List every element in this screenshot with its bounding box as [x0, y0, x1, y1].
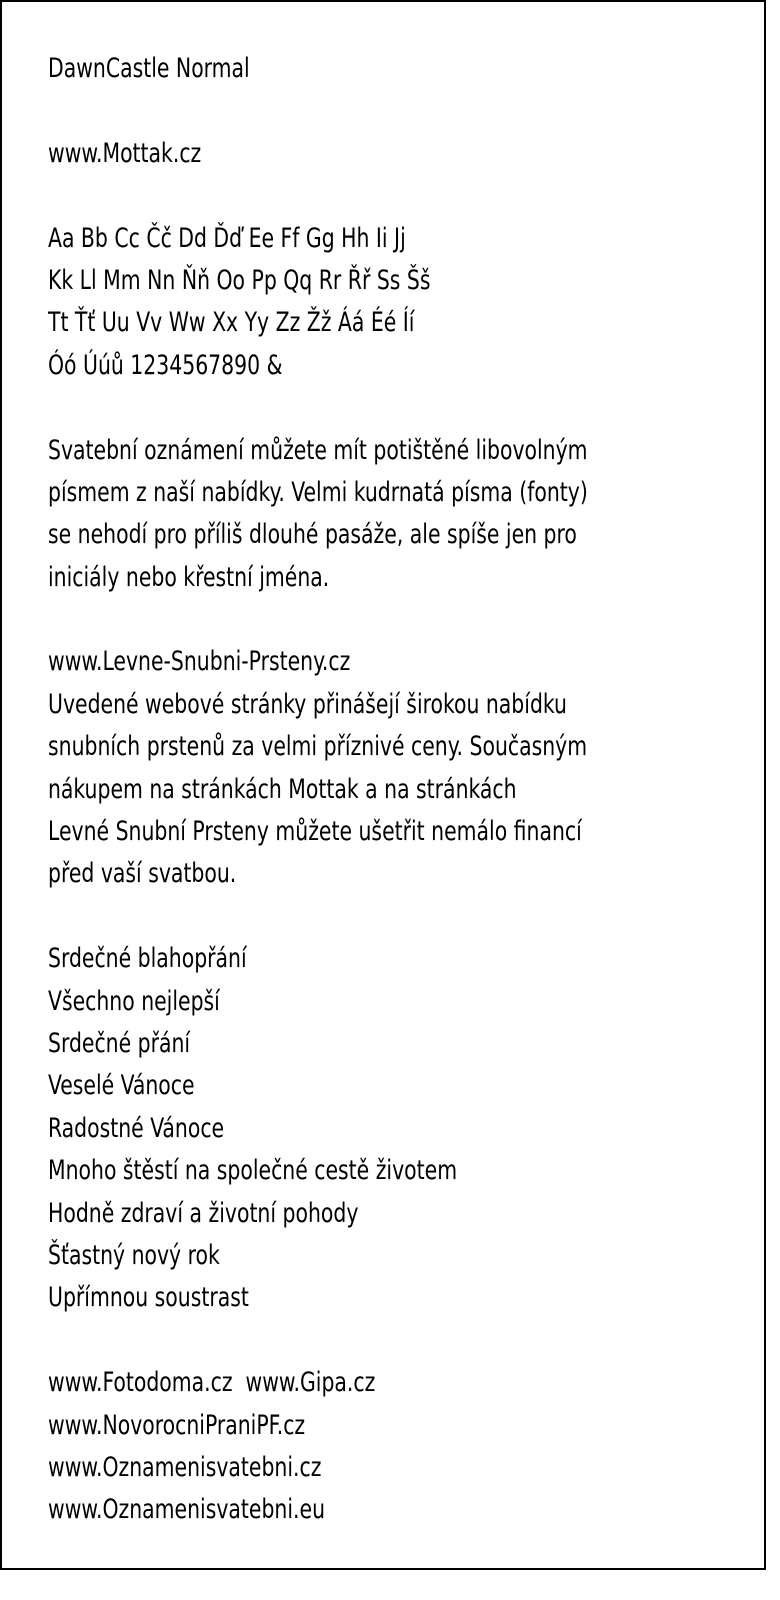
- specimen-content: [48, 48, 748, 1532]
- paragraph2-link: www.Levne-Snubni-Prsteny.cz: [48, 646, 351, 678]
- paragraph1-line: Svatební oznámení můžete mít potištěné libovolným: [48, 434, 588, 466]
- spacer: [48, 175, 748, 217]
- link-line: www.NovorocniPraniPF.cz: [48, 1409, 306, 1441]
- paragraph1-line: iniciály nebo křestní jména.: [48, 561, 330, 593]
- link-line: www.Oznamenisvatebni.eu: [48, 1494, 326, 1526]
- greeting-line: Hodně zdraví a životní pohody: [48, 1197, 359, 1229]
- spacer: [48, 1320, 748, 1362]
- alphabet-line: Kk Ll Mm Nn Ňň Oo Pp Qq Rr Řř Ss Šš: [48, 264, 431, 296]
- paragraph2-line: Levné Snubní Prsteny můžete ušetřit nemálo financí: [48, 816, 582, 848]
- greeting-line: Radostné Vánoce: [48, 1112, 225, 1144]
- paragraph1-line: se nehodí pro příliš dlouhé pasáže, ale spíše jen pro: [48, 519, 577, 551]
- paragraph2-line: před vaší svatbou.: [48, 858, 237, 890]
- spacer: [48, 90, 748, 132]
- alphabet-line: Óó Úúů 1234567890 &: [48, 349, 283, 381]
- greeting-line: Šťastný nový rok: [48, 1239, 220, 1271]
- spacer: [48, 599, 748, 641]
- spacer: [48, 387, 748, 429]
- link-line: www.Fotodoma.cz www.Gipa.cz: [48, 1367, 376, 1399]
- link-line: www.Oznamenisvatebni.cz: [48, 1451, 322, 1483]
- greeting-line: Mnoho štěstí na společné cestě životem: [48, 1155, 458, 1187]
- greeting-line: Všechno nejlepší: [48, 985, 220, 1017]
- font-name-heading: DawnCastle Normal: [48, 53, 250, 84]
- greeting-line: Upřímnou soustrast: [48, 1282, 249, 1314]
- site-link: www.Mottak.cz: [48, 137, 202, 169]
- paragraph2-line: Uvedené webové stránky přinášejí širokou nabídku: [48, 688, 567, 720]
- paragraph2-line: snubních prstenů za velmi příznivé ceny. Současným: [48, 731, 588, 763]
- paragraph2-line: nákupem na stránkách Mottak a na stránkách: [48, 773, 517, 805]
- greeting-line: Srdečné přání: [48, 1027, 191, 1059]
- greeting-line: Veselé Vánoce: [48, 1070, 195, 1102]
- spacer: [48, 896, 748, 938]
- paragraph1-line: písmem z naší nabídky. Velmi kudrnatá písma (fonty): [48, 476, 588, 508]
- alphabet-line: Tt Ťť Uu Vv Ww Xx Yy Zz Žž Áá Éé Íí: [48, 307, 415, 339]
- alphabet-line: Aa Bb Cc Čč Dd Ďď Ee Ff Gg Hh Ii Jj: [48, 222, 406, 254]
- greeting-line: Srdečné blahopřání: [48, 943, 247, 975]
